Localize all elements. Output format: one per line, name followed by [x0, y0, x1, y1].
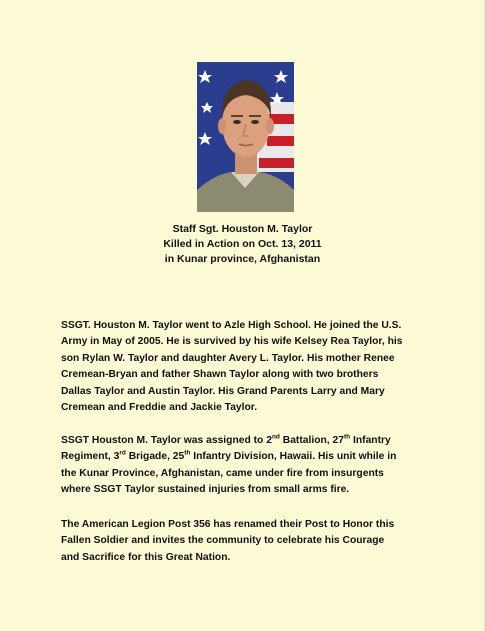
paragraph-line [61, 449, 441, 465]
text-fragment: Infantry Division, Hawaii. His unit while in [190, 451, 397, 463]
ordinal-suffix: nd [271, 433, 280, 441]
soldier-portrait [197, 62, 294, 212]
memorial-caption [0, 222, 485, 267]
paragraph-line: Cremean and Freddie and Jackie Taylor. [61, 402, 258, 414]
killed-in-action-date: Killed in Action on Oct. 13, 2011 [163, 238, 322, 250]
biography-paragraph [61, 318, 441, 416]
assignment-paragraph [61, 433, 441, 499]
text-fragment: Brigade, 25 [125, 451, 185, 463]
paragraph-line: where SSGT Taylor sustained injuries from small arms fire. [61, 484, 350, 496]
paragraph-line: and Sacrifice for this Great Nation. [61, 551, 231, 563]
ordinal-suffix: rd [119, 449, 126, 457]
text-fragment: Infantry [350, 435, 391, 446]
paragraph-line [61, 433, 441, 449]
paragraph-line: Dallas Taylor and Austin Taylor. His Grand Parents Larry and Mary [61, 385, 385, 397]
paragraph-line: the Kunar Province, Afghanistan, came under fire from insurgents [61, 467, 384, 479]
paragraph-line: Cremean-Bryan and father Shawn Taylor along with two brothers [61, 369, 379, 381]
ordinal-suffix: th [343, 433, 351, 441]
paragraph-line: Army in May of 2005. He is survived by his wife Kelsey Rea Taylor, his [61, 336, 403, 348]
paragraph-line: SSGT. Houston M. Taylor went to Azle High School. He joined the U.S. [61, 320, 402, 331]
legion-paragraph [61, 517, 441, 566]
ordinal-suffix: th [184, 449, 191, 457]
text-fragment: Battalion, 27 [279, 435, 344, 446]
paragraph-line: Fallen Soldier and invites the community to celebrate his Courage [61, 535, 385, 547]
text-fragment: SSGT Houston M. Taylor was assigned to 2 [61, 435, 272, 446]
paragraph-line: The American Legion Post 356 has renamed their Post to Honor this [61, 519, 395, 530]
soldier-name-rank: Staff Sgt. Houston M. Taylor [172, 223, 313, 235]
paragraph-line: son Rylan W. Taylor and daughter Avery L. Taylor. His mother Renee [61, 352, 395, 364]
text-fragment: Regiment, 3 [61, 451, 120, 463]
location-line: in Kunar province, Afghanistan [164, 253, 321, 265]
